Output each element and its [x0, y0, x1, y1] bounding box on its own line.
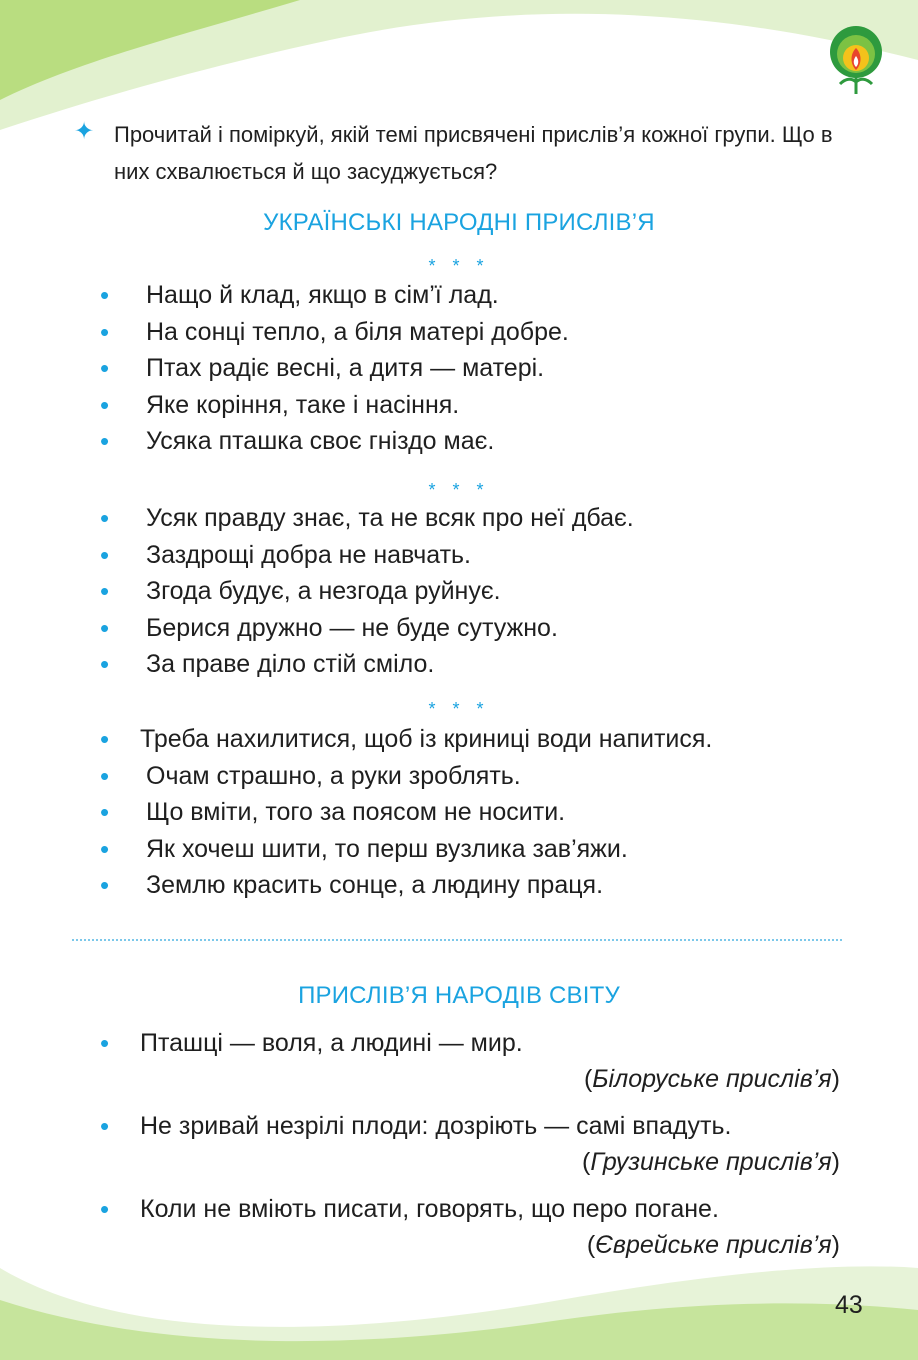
- bullet-icon: •: [100, 612, 110, 643]
- list-item: • Як хочеш шити, то перш вузлика зав’яжи.: [100, 831, 860, 868]
- task-instruction: [74, 116, 854, 190]
- bullet-icon: •: [100, 576, 110, 606]
- bullet-icon: •: [100, 1111, 110, 1141]
- list-item: • Берися дружно — не буде сутужно.: [100, 610, 860, 647]
- bullet-icon: •: [100, 316, 110, 347]
- section-heading-ukrainian: УКРАЇНСЬКІ НАРОДНІ ПРИСЛІВ’Я: [263, 209, 655, 236]
- bullet-icon: •: [100, 426, 110, 456]
- list-item: • Птах радіє весні, а дитя — матері.: [100, 350, 860, 387]
- bullet-icon: •: [100, 797, 110, 827]
- proverb-group-2: [100, 500, 860, 683]
- task-text: Прочитай і поміркуй, якій темі присвячені прислів’я кожної групи. Що в них схвалюється й що засуджується?: [114, 122, 833, 184]
- sparkle-star-icon: ✦: [74, 118, 95, 145]
- list-item: • Нащо й клад, якщо в сім’ї лад.: [100, 277, 860, 314]
- separator-stars: * * *: [428, 480, 490, 500]
- list-item: [100, 1025, 840, 1097]
- list-item: • Землю красить сонце, а людину праця.: [100, 867, 860, 904]
- bullet-icon: •: [100, 503, 110, 533]
- proverb-source: (Грузинське прислів’я): [582, 1148, 840, 1176]
- list-item: • Яке коріння, таке і насіння.: [100, 387, 860, 424]
- proverb-source: (Єврейське прислів’я): [586, 1231, 840, 1259]
- bullet-icon: •: [100, 389, 110, 420]
- proverb-text: Коли не вміють писати, говорять, що перо погане.: [140, 1195, 719, 1223]
- section-heading-world: ПРИСЛІВ’Я НАРОДІВ СВІТУ: [298, 982, 620, 1009]
- list-item: [100, 1108, 840, 1180]
- list-item: • Заздрощі добра не навчать.: [100, 537, 860, 574]
- bullet-icon: •: [100, 280, 110, 310]
- bullet-icon: •: [100, 649, 110, 679]
- bullet-icon: •: [100, 353, 110, 383]
- proverb-text: Не зривай незрілі плоди: дозріють — самі впадуть.: [140, 1112, 732, 1140]
- proverb-text: Пташці — воля, а людині — мир.: [140, 1029, 523, 1057]
- separator-stars: * * *: [428, 699, 490, 719]
- proverb-group-1: [100, 277, 860, 460]
- list-item: • Згода будує, а незгода руйнує.: [100, 573, 860, 610]
- list-item: • Що вміти, того за поясом не носити.: [100, 794, 860, 831]
- bullet-icon: •: [100, 760, 110, 791]
- bullet-icon: •: [100, 870, 110, 900]
- bullet-icon: •: [100, 539, 110, 570]
- bullet-icon: •: [100, 724, 110, 754]
- list-item: • Треба нахилитися, щоб із криниці води напитися.: [100, 721, 860, 758]
- list-item: • Усяка пташка своє гніздо має.: [100, 423, 860, 460]
- list-item: • Очам страшно, а руки зроблять.: [100, 758, 860, 795]
- world-proverbs-list: [100, 1025, 840, 1263]
- separator-stars: * * *: [428, 256, 490, 276]
- proverb-group-3: [100, 721, 860, 904]
- list-item: [100, 1191, 840, 1263]
- list-item: • Усяк правду знає, та не всяк про неї дбає.: [100, 500, 860, 537]
- bullet-icon: •: [100, 1028, 110, 1058]
- dotted-divider: [72, 939, 842, 941]
- folk-flower-emblem-icon: [826, 22, 886, 98]
- list-item: • За праве діло стій сміло.: [100, 646, 860, 683]
- page-number: 43: [835, 1291, 863, 1319]
- proverb-source: (Білоруське прислів’я): [583, 1065, 840, 1093]
- bullet-icon: •: [100, 833, 110, 864]
- bullet-icon: •: [100, 1194, 110, 1224]
- list-item: • На сонці тепло, а біля матері добре.: [100, 314, 860, 351]
